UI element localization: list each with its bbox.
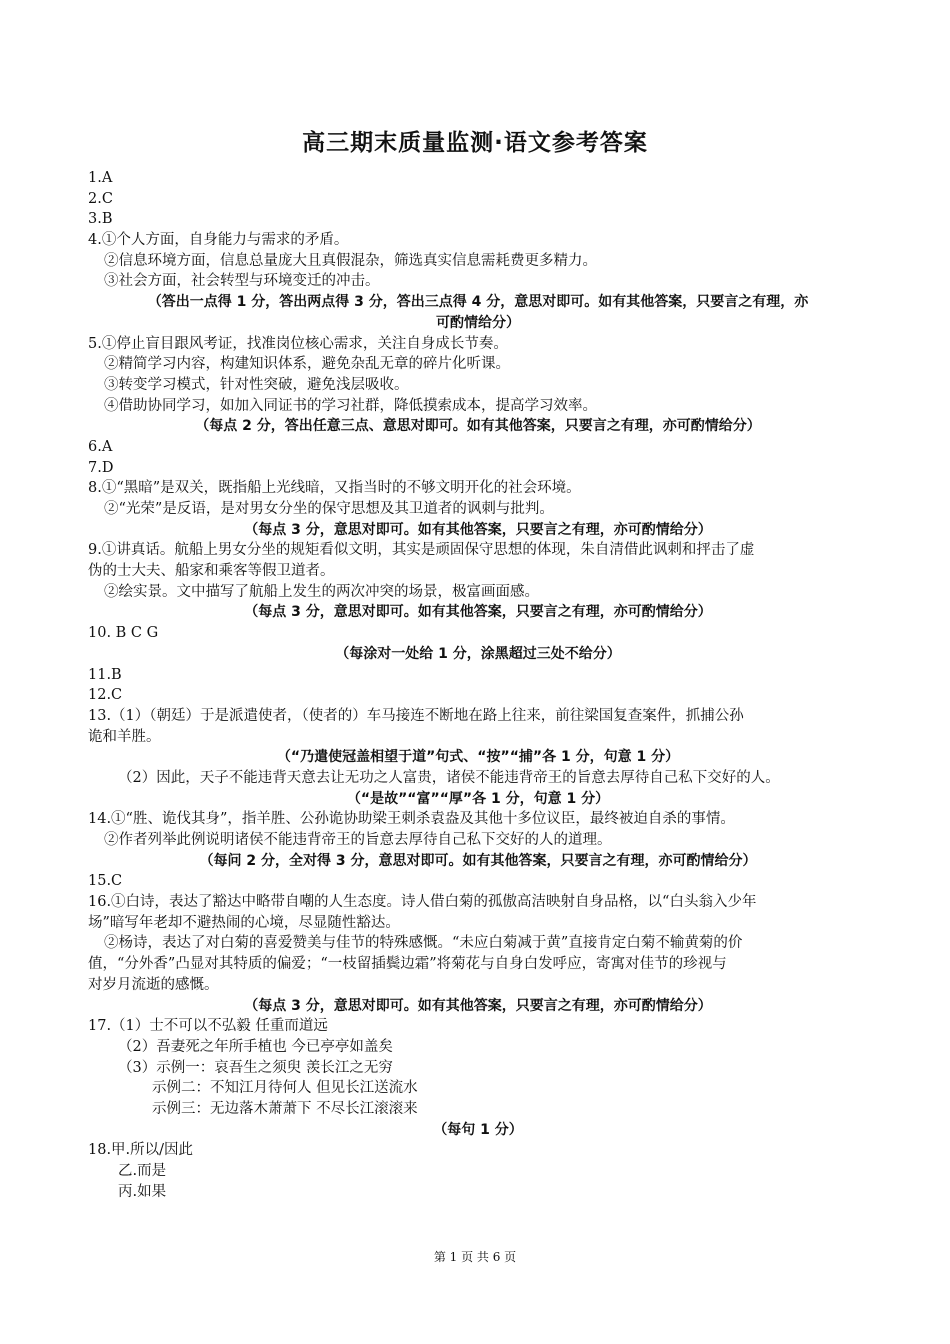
answer-line: （2）吾妻死之年所手植也 今已亭亭如盖矣 [118, 1038, 393, 1055]
answer-line: ②杨诗，表达了对白菊的喜爱赞美与佳节的特殊感慨。“未应白菊减于黄”直接肯定白菊不输黄菊的价 [104, 935, 743, 952]
answer-line: 10. B C G [88, 625, 159, 642]
answer-line: ④借助协同学习，如加入同证书的学习社群，降低摸索成本，提高学习效率。 [104, 397, 597, 414]
scoring-note-line: （每句 1 分） [433, 1121, 523, 1138]
answer-line: 16.①白诗，表达了豁达中略带自嘲的人生态度。诗人借白菊的孤傲高洁映射自身品格，以“白头翁入少年 [88, 894, 757, 911]
answer-line: ②精简学习内容，构建知识体系，避免杂乱无章的碎片化听课。 [104, 356, 510, 373]
answer-line: 3.B [88, 211, 113, 228]
answer-line: 7.D [88, 459, 114, 476]
answer-line: 4.①个人方面，自身能力与需求的矛盾。 [88, 232, 349, 249]
answer-line: 诡和羊胜。 [88, 728, 161, 745]
answer-line: 14.①“胜、诡伐其身”，指羊胜、公孙诡协助梁王刺杀袁盎及其他十多位议臣，最终被迫自杀的事情。 [88, 811, 735, 828]
answer-line: 场”暗写年老却不避热闹的心境，尽显随性豁达。 [88, 914, 400, 931]
scoring-note-line: （每点 3 分，意思对即可。如有其他答案，只要言之有理，亦可酌情给分） [244, 997, 712, 1014]
answer-line: （2）因此，天子不能违背天意去让无功之人富贵，诸侯不能违背帝王的旨意去厚待自己私下交好的人。 [118, 769, 780, 786]
answer-line: 2.C [88, 190, 113, 207]
answer-line: 13.（1）（朝廷）于是派遣使者，（使者的）车马接连不断地在路上往来，前往梁国复查案件，抓捕公孙 [88, 707, 744, 724]
scoring-note-line: （每涂对一处给 1 分，涂黑超过三处不给分） [335, 645, 621, 662]
answer-line: 8.①“黑暗”是双关，既指船上光线暗，又指当时的不够文明开化的社会环境。 [88, 480, 581, 497]
answer-line: ②信息环境方面，信息总量庞大且真假混杂，筛选真实信息需耗费更多精力。 [104, 252, 597, 269]
answer-line: 5.①停止盲目跟风考证，找准岗位核心需求，关注自身成长节奏。 [88, 335, 508, 352]
answer-line: 示例三：无边落木萧萧下 不尽长江滚滚来 [152, 1100, 418, 1117]
answer-line: 11.B [88, 666, 122, 683]
scoring-note-line: 可酌情给分） [436, 314, 520, 331]
answer-line: 值，“分外香”凸显对其特质的偏爱；“一枝留插鬓边霜”将菊花与自身白发呼应，寄寓对佳节的珍视与 [88, 956, 727, 973]
answer-line: 示例二：不知江月待何人 但见长江送流水 [152, 1080, 418, 1097]
scoring-note-line: （“是故”“富”“厚”各 1 分，句意 1 分） [346, 790, 610, 807]
scoring-note-line: （“乃遣使冠盖相望于道”句式、“按”“捕”各 1 分，句意 1 分） [276, 749, 680, 766]
answer-content [88, 168, 868, 1202]
answer-line: ③转变学习模式，针对性突破，避免浅层吸收。 [104, 376, 409, 393]
answer-line: 乙.而是 [118, 1163, 167, 1179]
answer-line: ②绘实景。文中描写了航船上发生的两次冲突的场景，极富画面感。 [104, 583, 539, 600]
answer-line: 1.A [88, 170, 113, 186]
answer-line: 对岁月流逝的感慨。 [88, 976, 219, 993]
scoring-note-line: （每点 3 分，意思对即可。如有其他答案，只要言之有理，亦可酌情给分） [244, 604, 712, 621]
answer-line: ②作者列举此例说明诸侯不能违背帝王的旨意去厚待自己私下交好的人的道理。 [104, 832, 612, 848]
answer-line: 12.C [88, 687, 123, 704]
scoring-note-line: （每点 3 分，意思对即可。如有其他答案，只要言之有理，亦可酌情给分） [244, 521, 712, 538]
answer-line: ③社会方面，社会转型与环境变迁的冲击。 [104, 273, 380, 290]
page-title: 高三期末质量监测·语文参考答案 [302, 130, 648, 156]
answer-line: 丙.如果 [118, 1183, 167, 1200]
scoring-note-line: （每点 2 分，答出任意三点、意思对即可。如有其他答案，只要言之有理，亦可酌情给分） [195, 418, 761, 435]
page-footer: 第 1 页 共 6 页 [433, 1250, 517, 1264]
answer-line: ②“光荣”是反语，是对男女分坐的保守思想及其卫道者的讽刺与批判。 [104, 501, 554, 517]
answer-line: 15.C [88, 873, 123, 890]
scoring-note-line: （每问 2 分，全对得 3 分，意思对即可。如有其他答案，只要言之有理，亦可酌情给分） [199, 852, 757, 869]
answer-line: 伪的士大夫、船家和乘客等假卫道者。 [88, 563, 335, 580]
answer-line: （3）示例一：哀吾生之须臾 羡长江之无穷 [118, 1059, 393, 1076]
answer-line: 9.①讲真话。航船上男女分坐的规矩看似文明，其实是顽固保守思想的体现，朱自清借此讽刺和抨击了虚 [88, 542, 755, 559]
answer-line: 17.（1）士不可以不弘毅 任重而道远 [88, 1018, 328, 1035]
answer-line: 18.甲.所以/因此 [88, 1142, 194, 1159]
answer-line: 6.A [88, 438, 113, 455]
scoring-note-line: （答出一点得 1 分，答出两点得 3 分，答出三点得 4 分，意思对即可。如有其他答案，只要言之有理，亦 [147, 294, 809, 311]
